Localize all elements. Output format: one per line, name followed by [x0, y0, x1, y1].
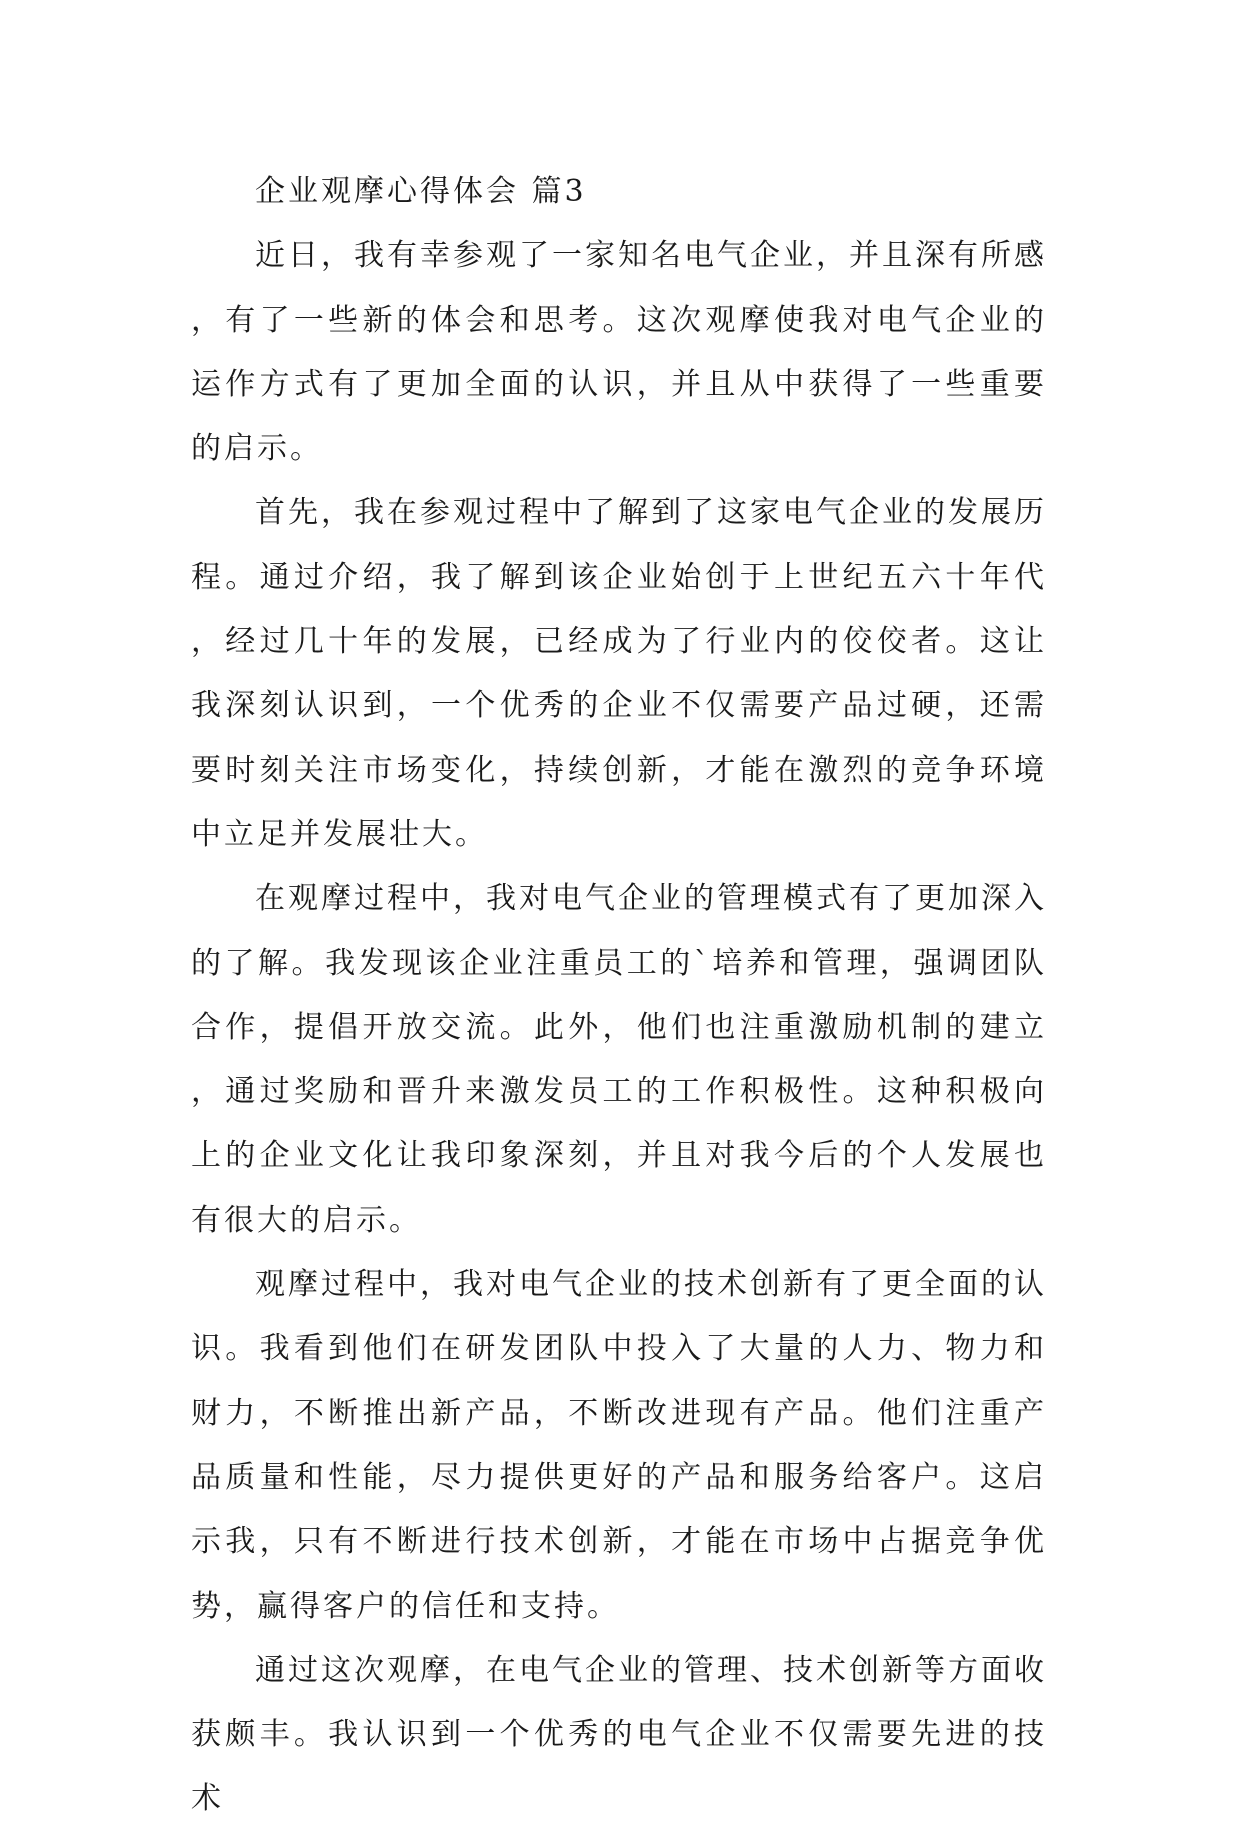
document-title: 企业观摩心得体会 篇3	[255, 174, 587, 209]
paragraph-5: 通过这次观摩，在电气企业的管理、技术创新等方面收获颇丰。我认识到一个优秀的电气企业不仅需要先进的技术	[191, 1652, 1047, 1817]
paragraph-2: 首先，我在参观过程中了解到了这家电气企业的发展历程。通过介绍，我了解到该企业始创于上世纪五六十年代，经过几十年的发展，已经成为了行业内的佼佼者。这让我深刻认识到，一个优秀的企业不仅需要产品过硬，还需要时刻关注市场变化，持续创新，才能在激烈的竞争环境中立足并发展壮大。	[191, 495, 1047, 852]
paragraph-1: 近日，我有幸参观了一家知名电气企业，并且深有所感，有了一些新的体会和思考。这次观摩使我对电气企业的运作方式有了更加全面的认识，并且从中获得了一些重要的启示。	[191, 238, 1047, 467]
document-body	[191, 160, 1047, 1832]
paragraph-4: 观摩过程中，我对电气企业的技术创新有了更全面的认识。我看到他们在研发团队中投入了大量的人力、物力和财力，不断推出新产品，不断改进现有产品。他们注重产品质量和性能，尽力提供更好的产品和服务给客户。这启示我，只有不断进行技术创新，才能在市场中占据竞争优势，赢得客户的信任和支持。	[191, 1267, 1047, 1624]
paragraph-3: 在观摩过程中，我对电气企业的管理模式有了更加深入的了解。我发现该企业注重员工的`培养和管理，强调团队合作，提倡开放交流。此外，他们也注重激励机制的建立，通过奖励和晋升来激发员工的工作积极性。这种积极向上的企业文化让我印象深刻，并且对我今后的个人发展也有很大的启示。	[191, 881, 1047, 1238]
